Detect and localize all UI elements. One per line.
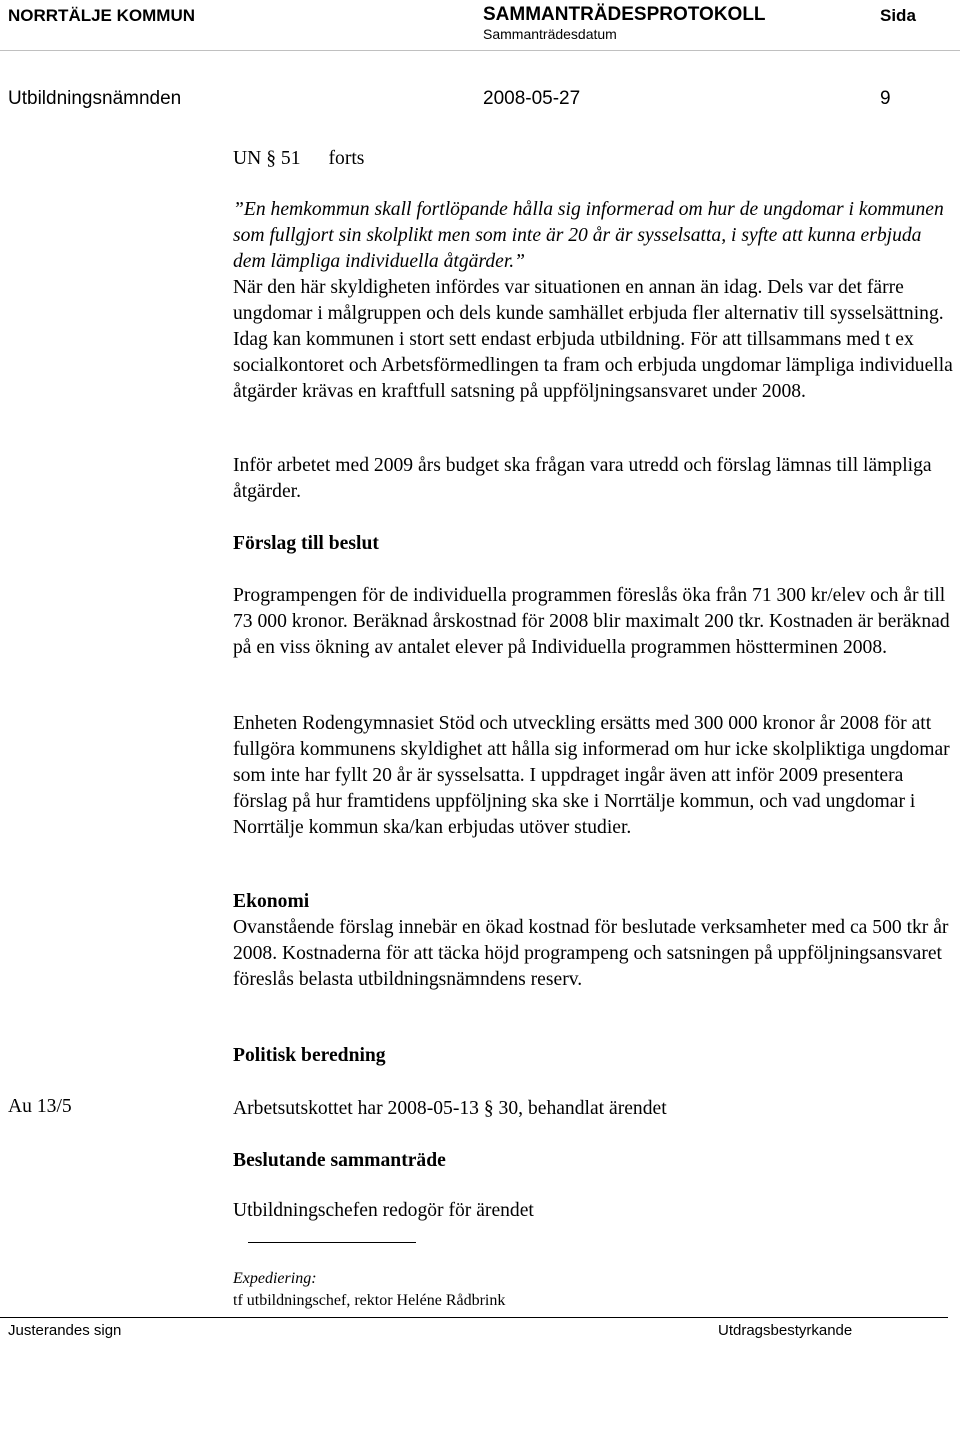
side-note: Au 13/5 bbox=[8, 1096, 72, 1117]
date-label: Sammanträdesdatum bbox=[483, 26, 617, 42]
footer-divider bbox=[0, 1317, 948, 1318]
expediering-label: Expediering: bbox=[233, 1270, 317, 1287]
paragraph-background: När den här skyldigheten infördes var situationen en annan än idag. Dels var det färre ungdomar i målgruppen och dels kunde samhället erbjuda fler alternativ till sysselsättning. Idag kan kommunen i stort sett endast erbjuda utbildning. För att tillsammans med t ex socialkontoret och Arbetsförmedlingen ta fram och erbjuda ungdomar lämpliga individuella åtgärder krävas en kraftfull satsning på uppföljningsansvaret under 2008. bbox=[233, 277, 953, 402]
paragraph-report: Utbildningschefen redogör för ärendet bbox=[233, 1200, 534, 1221]
organization-name: NORRTÄLJE KOMMUN bbox=[8, 6, 195, 25]
document-title: SAMMANTRÄDESPROTOKOLL bbox=[483, 4, 766, 25]
paragraph-economy: Ovanstående förslag innebär en ökad kostnad för beslutade verksamheter med ca 500 tkr år 2008. Kostnaderna för att täcka höjd programpeng och satsningen på uppföljningsansvaret föreslås belasta utbildningsnämndens reserv. bbox=[233, 917, 949, 990]
heading-decision-meeting: Beslutande sammanträde bbox=[233, 1150, 446, 1171]
footer-signature-label: Justerandes sign bbox=[8, 1322, 122, 1339]
case-continued: forts bbox=[328, 148, 365, 169]
header-divider bbox=[0, 50, 960, 51]
meeting-date: 2008-05-27 bbox=[483, 88, 581, 109]
heading-economy: Ekonomi bbox=[233, 891, 310, 912]
case-ref-number: UN § 51 bbox=[233, 148, 301, 169]
section-divider bbox=[248, 1242, 416, 1243]
heading-political-preparation: Politisk beredning bbox=[233, 1045, 386, 1066]
committee-name: Utbildningsnämnden bbox=[8, 88, 182, 109]
footer-certification-label: Utdragsbestyrkande bbox=[718, 1322, 853, 1339]
law-quote: ”En hemkommun skall fortlöpande hålla sig informerad om hur de ungdomar i kommunen som fullgjort sin skolplikt men som inte är 20 år är sysselsatta, i syfte att kunna erbjuda dem lämpliga individuella åtgärder.” bbox=[233, 199, 944, 272]
page-number: 9 bbox=[880, 88, 891, 109]
expediering-recipients: tf utbildningschef, rektor Heléne Rådbrink bbox=[233, 1292, 506, 1309]
paragraph-committee-handling: Arbetsutskottet har 2008-05-13 § 30, behandlat ärendet bbox=[233, 1098, 667, 1119]
paragraph-budget: Inför arbetet med 2009 års budget ska frågan vara utredd och förslag lämnas till lämpliga åtgärder. bbox=[233, 455, 932, 502]
paragraph-unit-funding: Enheten Rodengymnasiet Stöd och utveckling ersätts med 300 000 kronor år 2008 för att fullgöra kommunens skyldighet att hålla sig informerad om hur icke skolpliktiga ungdomar som inte har fyllt 20 år är sysselsatta. I uppdraget ingår även att inför 2009 presentera förslag på hur framtidens uppföljning ska ske i Norrtälje kommun, och vad ungdomar i Norrtälje kommun ska/kan erbjudas utöver studier. bbox=[233, 713, 950, 838]
page-label: Sida bbox=[880, 6, 916, 25]
case-reference bbox=[233, 148, 364, 170]
paragraph-program-funding: Programpengen för de individuella programmen föreslås öka från 71 300 kr/elev och år till 73 000 kronor. Beräknad årskostnad för 2008 blir maximalt 200 tkr. Kostnaden är beräknad på en viss ökning av antalet elever på Individuella programmen höstterminen 2008. bbox=[233, 585, 950, 658]
heading-proposal: Förslag till beslut bbox=[233, 533, 379, 554]
